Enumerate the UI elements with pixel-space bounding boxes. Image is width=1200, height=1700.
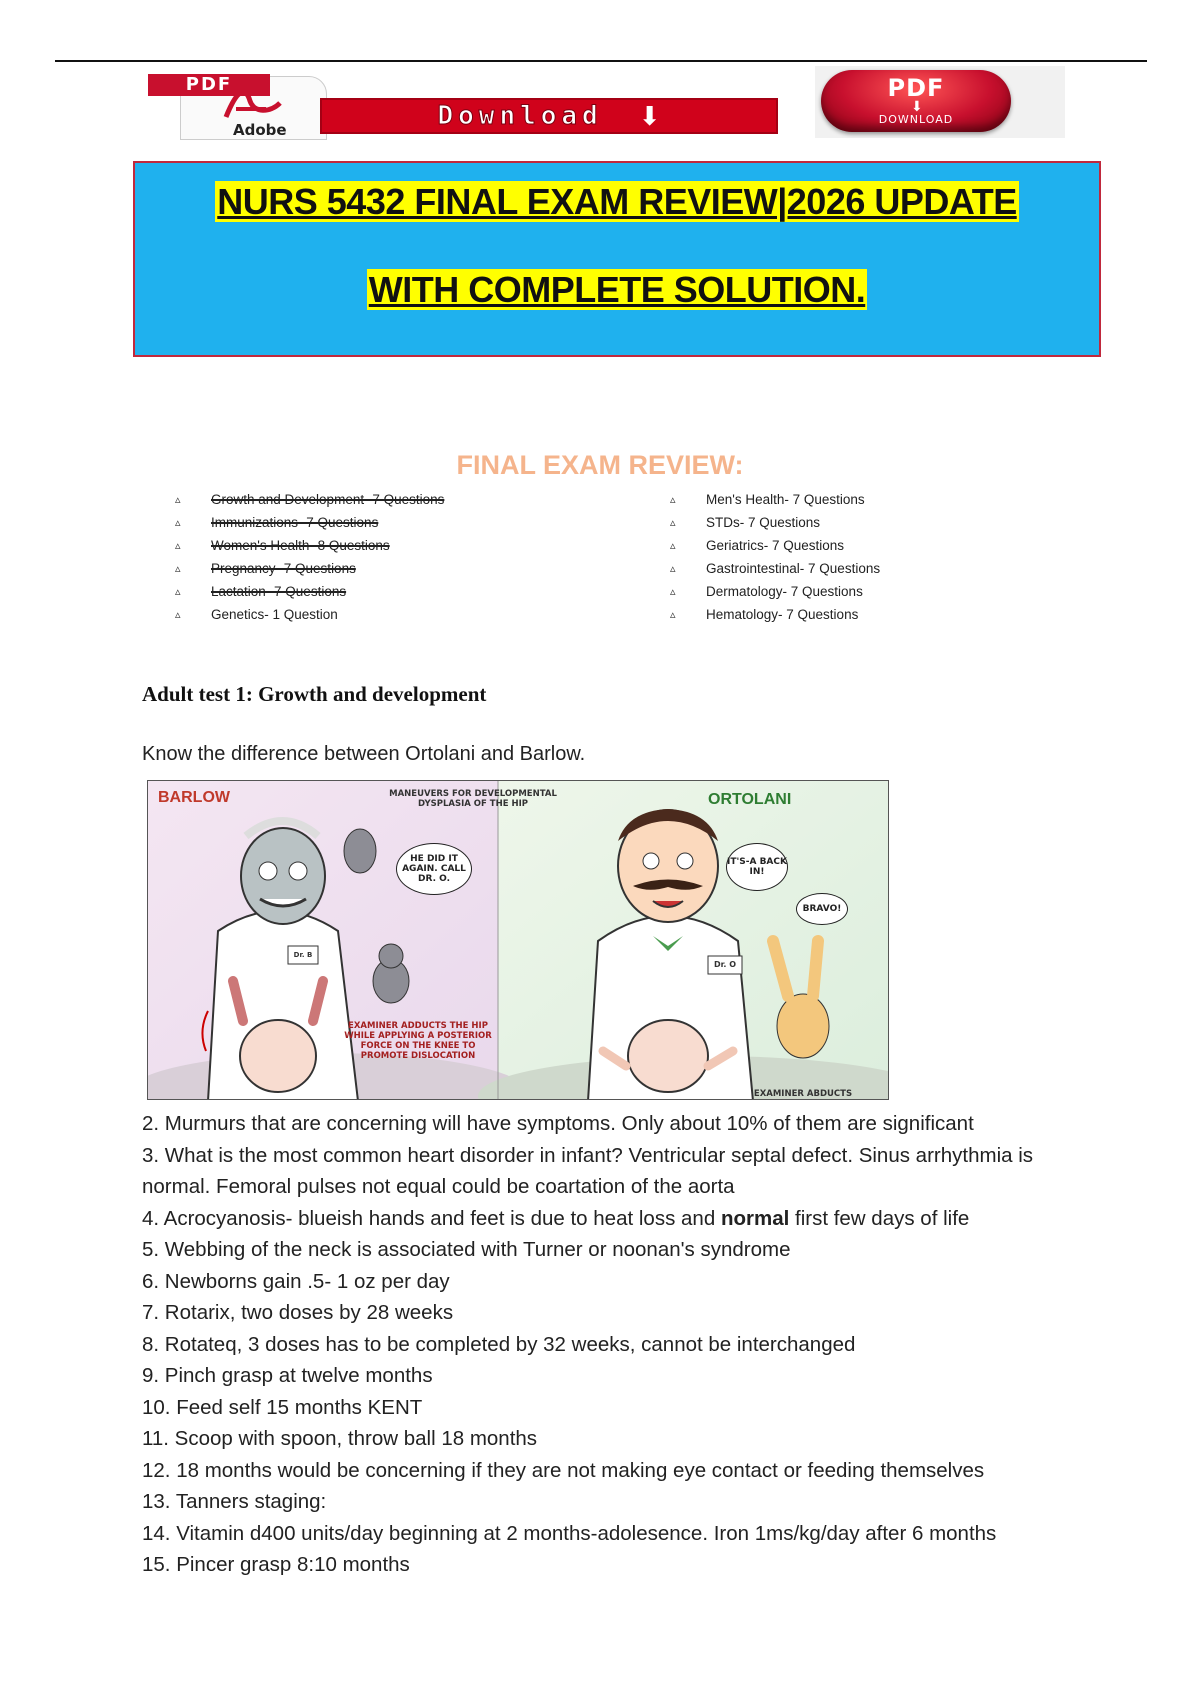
topic-item (670, 580, 880, 603)
topic-item (175, 511, 444, 534)
barlow-label: BARLOW (158, 789, 230, 806)
bullet-icon: ▵ (670, 494, 676, 506)
bullet-icon: ▵ (175, 586, 181, 598)
topic-item (175, 580, 444, 603)
title-text-1: NURS 5432 FINAL EXAM REVIEW|2026 UPDATE (217, 181, 1017, 222)
note-text: 5. Webbing of the neck is associated with Turner or noonan's syndrome (142, 1238, 791, 1261)
note-item (142, 1455, 1062, 1487)
caption-top: MANEUVERS FOR DEVELOPMENTAL DYSPLASIA OF THE HIP (389, 789, 557, 809)
topic-label: Pregnancy- 7 Questions (211, 561, 356, 576)
bullet-icon: ▵ (670, 563, 676, 575)
section-heading: Adult test 1: Growth and development (142, 682, 487, 706)
topic-item (175, 603, 444, 626)
topic-label: Immunizations- 7 Questions (211, 515, 379, 530)
note-text: 2. Murmurs that are concerning will have symptoms. Only about 10% of them are significant (142, 1112, 974, 1135)
note-text: 13. Tanners staging: (142, 1490, 327, 1513)
note-item (142, 1108, 1062, 1140)
topic-label: Hematology- 7 Questions (706, 607, 859, 622)
topic-label: STDs- 7 Questions (706, 515, 821, 530)
note-text: 11. Scoop with spoon, throw ball 18 months (142, 1427, 538, 1450)
note-text: 15. Pincer grasp 8:10 months (142, 1553, 410, 1576)
note-text: 4. Acrocyanosis- blueish hands and feet is due to heat loss and (142, 1206, 721, 1230)
topic-list-right (670, 488, 880, 626)
pdf-download-badge[interactable] (815, 66, 1065, 138)
ortolani-barlow-illustration (147, 780, 889, 1100)
note-item (142, 1297, 1062, 1329)
topic-label: Genetics- 1 Question (211, 607, 338, 622)
note-text-tail: first few days of life (789, 1206, 970, 1230)
note-emphasis: normal (720, 1206, 790, 1230)
note-item (142, 1329, 1062, 1361)
topic-item (670, 511, 880, 534)
pdf-tag: PDF (148, 74, 270, 96)
badge-left: Dr. B (293, 951, 313, 959)
topic-label: Men's Health- 7 Questions (706, 492, 865, 507)
note-item (142, 1360, 1062, 1392)
ortolani-label: ORTOLANI (708, 791, 792, 808)
topic-label: Gastrointestinal- 7 Questions (706, 561, 881, 576)
note-text: 12. 18 months would be concerning if they are not making eye contact or feeding themselves (142, 1458, 985, 1482)
speech-bubble-left: HE DID IT AGAIN. CALL DR. O. (396, 843, 472, 895)
topic-label: Women's Health- 8 Questions (211, 538, 390, 553)
bullet-icon: ▵ (670, 540, 676, 552)
download-button[interactable] (320, 98, 778, 134)
speech-bubble-bravo: BRAVO! (796, 893, 848, 925)
notes-list (142, 1108, 1062, 1581)
topic-label: Dermatology- 7 Questions (706, 584, 863, 599)
pdf-label: PDF (887, 74, 945, 102)
note-text: 6. Newborns gain .5- 1 oz per day (142, 1269, 450, 1293)
note-text: 9. Pinch grasp at twelve months (142, 1364, 433, 1387)
illustration-drawing (148, 781, 889, 1100)
topic-item (175, 557, 444, 580)
note-item (142, 1140, 1062, 1203)
topic-item (670, 488, 880, 511)
download-arrow-icon: ⬇ (911, 98, 923, 114)
title-line-2 (135, 269, 1099, 311)
topic-item (175, 534, 444, 557)
speech-bubble-right: IT'S-A BACK IN! (726, 843, 788, 891)
note-text: 8. Rotateq, 3 doses has to be completed by 32 weeks, cannot be interchanged (142, 1332, 856, 1356)
pdf-download-button[interactable] (821, 70, 1011, 132)
note-item (142, 1549, 1062, 1581)
note-item (142, 1266, 1062, 1298)
topic-item (175, 488, 444, 511)
title-box (133, 161, 1101, 357)
bullet-icon: ▵ (670, 517, 676, 529)
bullet-icon: ▵ (175, 494, 181, 506)
download-label: Download (437, 101, 603, 131)
topic-item (670, 534, 880, 557)
note-item (142, 1392, 1062, 1424)
bullet-icon: ▵ (175, 563, 181, 575)
adobe-download-banner[interactable] (140, 70, 780, 138)
topic-item (670, 603, 880, 626)
bullet-icon: ▵ (175, 609, 181, 621)
download-arrow-icon: ⬇ (638, 100, 661, 131)
topic-item (670, 557, 880, 580)
bullet-icon: ▵ (175, 540, 181, 552)
bullet-icon: ▵ (175, 517, 181, 529)
note-item (142, 1423, 1062, 1455)
note-item (142, 1486, 1062, 1518)
topic-label: Lactation- 7 Questions (211, 584, 347, 599)
note-item (142, 1234, 1062, 1266)
note-text: 3. What is the most common heart disorder in infant? Ventricular septal defect. Sinus arrhythmia is normal. Femoral pulses not equal could be coartation of the aorta (142, 1143, 1034, 1198)
topic-list-left (175, 488, 444, 626)
topic-label: Growth and Development- 7 Questions (211, 492, 445, 507)
note-text: 10. Feed self 15 months KENT (142, 1395, 423, 1419)
topic-label: Geriatrics- 7 Questions (706, 538, 845, 553)
caption-left: EXAMINER ADDUCTS THE HIP WHILE APPLYING A POSTERIOR FORCE ON THE KNEE TO PROMOTE DISLOCATION (344, 1021, 492, 1061)
download-label: DOWNLOAD (878, 113, 954, 126)
intro-text: Know the difference between Ortolani and Barlow. (142, 743, 586, 765)
title-text-2: WITH COMPLETE SOLUTION. (368, 269, 866, 310)
adobe-brand: Adobe (233, 121, 287, 139)
top-rule (55, 60, 1147, 62)
note-item (142, 1518, 1062, 1550)
title-line-1 (135, 181, 1099, 223)
note-text: 7. Rotarix, two doses by 28 weeks (142, 1301, 454, 1324)
bullet-icon: ▵ (670, 609, 676, 621)
review-heading: FINAL EXAM REVIEW: (456, 450, 744, 480)
badge-right: Dr. O (713, 960, 737, 969)
note-item (142, 1203, 1062, 1235)
note-text: 14. Vitamin d400 units/day beginning at 2 months-adolesence. Iron 1ms/kg/day after 6 months (142, 1521, 997, 1545)
bullet-icon: ▵ (670, 586, 676, 598)
caption-right: EXAMINER ABDUCTS (753, 1089, 853, 1099)
